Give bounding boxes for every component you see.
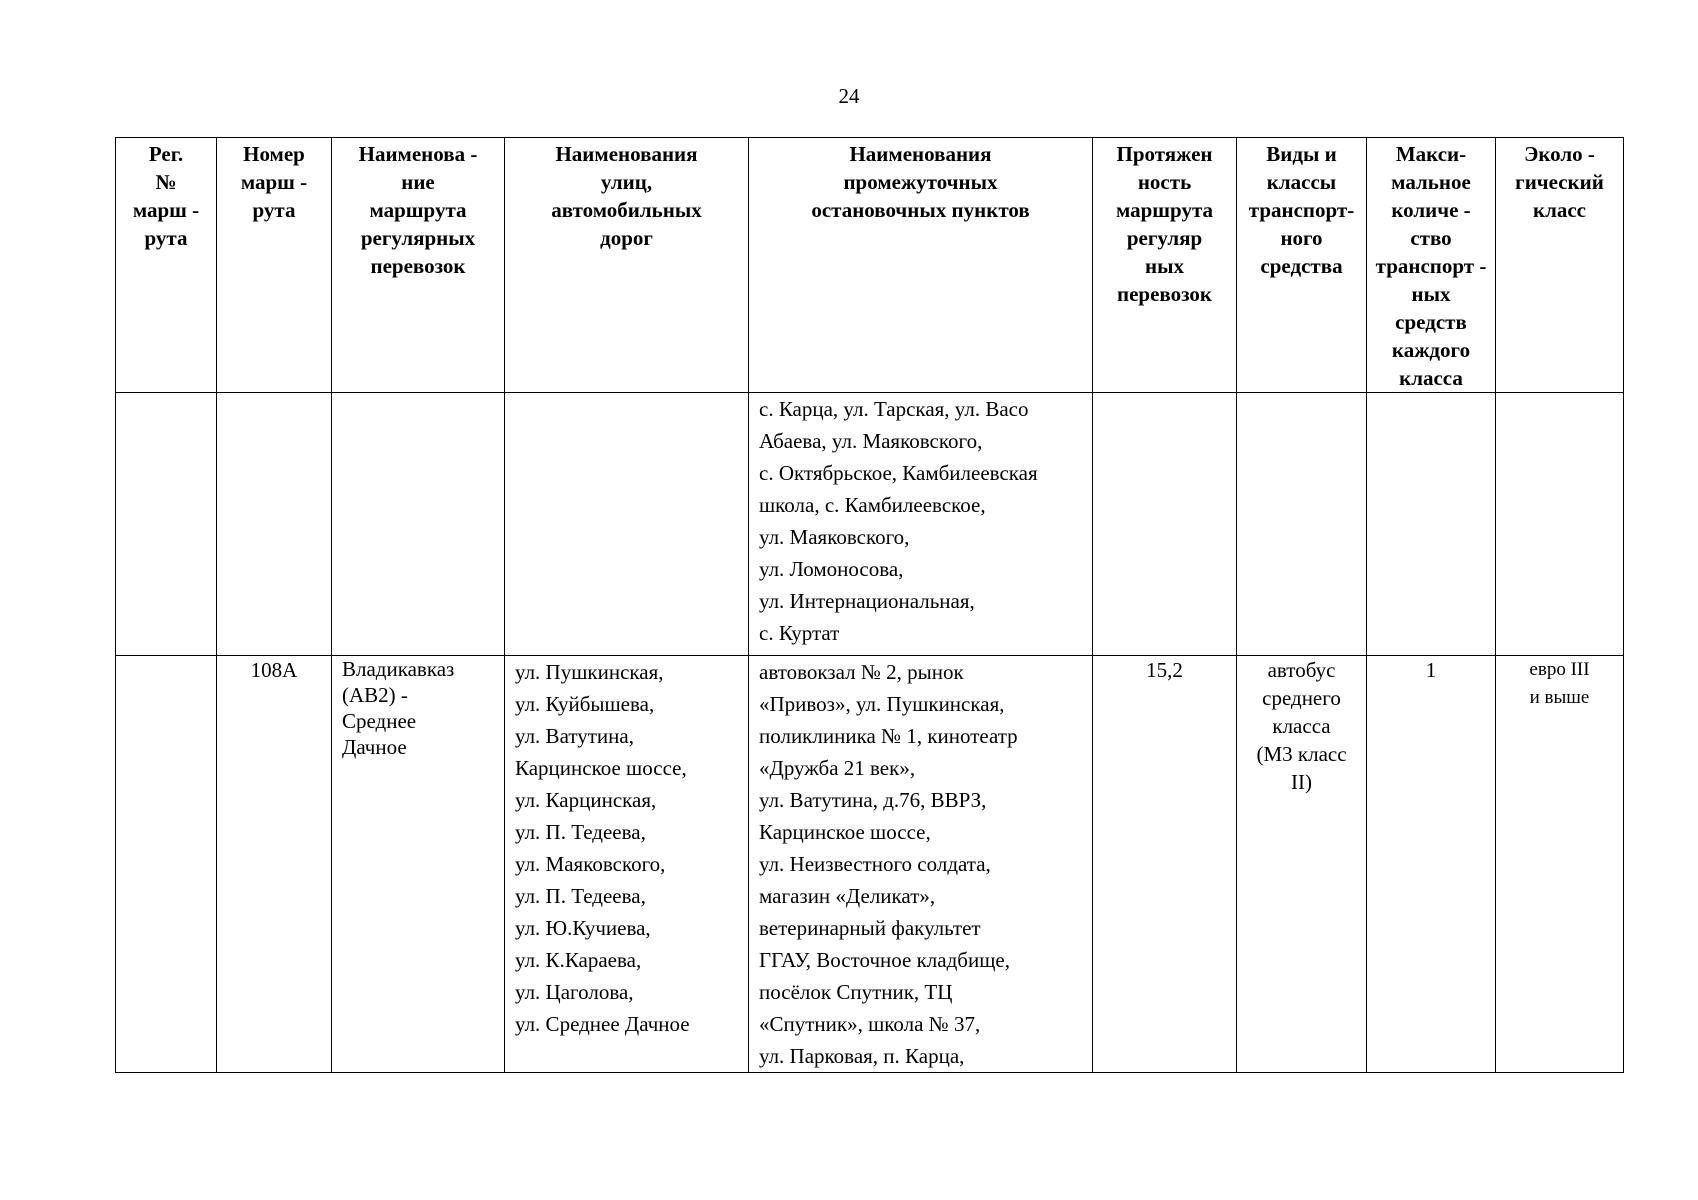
text-line: ул. Ломоносова,	[759, 557, 904, 581]
text-line: автовокзал № 2, рынок	[759, 660, 964, 684]
cell-stops	[749, 393, 1093, 656]
header-route-no	[217, 138, 332, 393]
text-line: (М3 класс	[1256, 742, 1347, 766]
text-line: поликлиника № 1, кинотеатр	[759, 724, 1018, 748]
header-line: промежуточных	[843, 170, 998, 194]
header-line: транспорт-	[1248, 198, 1355, 222]
header-line: марш -	[132, 198, 200, 222]
cell-vehicle-type	[1237, 393, 1367, 656]
header-line: маршрута	[369, 198, 467, 222]
header-stops	[749, 138, 1093, 393]
header-line: ние	[401, 170, 435, 194]
text-line: ул. Цаголова,	[515, 980, 634, 1004]
header-line: Макси-	[1395, 142, 1467, 166]
text-line: с. Карца, ул. Тарская, ул. Васо	[759, 397, 1029, 421]
text-line: ветеринарный факультет	[759, 916, 981, 940]
text-line: с. Октябрьское, Камбилеевская	[759, 461, 1038, 485]
cell-route-no	[217, 656, 332, 1073]
header-line: Наименования	[849, 142, 992, 166]
header-reg-no	[116, 138, 217, 393]
header-eco-class	[1496, 138, 1624, 393]
header-line: дорог	[600, 226, 653, 250]
header-line: регулярных	[360, 226, 476, 250]
text-line: и выше	[1529, 687, 1590, 708]
max-vehicle-count: 1	[1425, 658, 1437, 682]
cell-stops	[749, 656, 1093, 1073]
text-line: Абаева, ул. Маяковского,	[759, 429, 983, 453]
text-line: (АВ2) -	[342, 683, 408, 707]
header-line: Номер	[243, 142, 305, 166]
text-line: ул. К.Караева,	[515, 948, 642, 972]
text-line: Карцинское шоссе,	[515, 756, 687, 780]
text-line: Среднее	[342, 709, 417, 733]
header-line: улиц,	[600, 170, 653, 194]
header-length	[1093, 138, 1237, 393]
text-line: ул. Маяковского,	[759, 525, 910, 549]
table-row-continuation	[116, 393, 1624, 656]
cell-eco-class	[1496, 656, 1624, 1073]
cell-reg-no	[116, 656, 217, 1073]
text-line: «Спутник», школа № 37,	[759, 1012, 981, 1036]
text-line: ул. Пушкинская,	[515, 660, 664, 684]
text-line: Карцинское шоссе,	[759, 820, 931, 844]
text-line: ул. Ватутина,	[515, 724, 634, 748]
header-streets	[505, 138, 749, 393]
header-line: Наименова -	[358, 142, 478, 166]
text-line: «Привоз», ул. Пушкинская,	[759, 692, 1005, 716]
header-line: класса	[1399, 366, 1463, 390]
text-line: ул. Неизвестного солдата,	[759, 852, 991, 876]
text-line: посёлок Спутник, ТЦ	[759, 980, 953, 1004]
header-line: Протяжен	[1116, 142, 1213, 166]
header-line: гический	[1515, 170, 1604, 194]
header-line: ных	[1145, 254, 1184, 278]
header-vehicle-type	[1237, 138, 1367, 393]
text-line: ГГАУ, Восточное кладбище,	[759, 948, 1010, 972]
header-row	[116, 138, 1624, 393]
header-line: Рег.	[148, 142, 184, 166]
text-line: магазин «Деликат»,	[759, 884, 936, 908]
cell-route-name	[332, 656, 505, 1073]
cell-streets	[505, 393, 749, 656]
header-line: Эколо -	[1524, 142, 1595, 166]
header-line: остановочных пунктов	[811, 198, 1030, 222]
text-line: Владикавказ	[342, 657, 455, 681]
route-number: 108А	[250, 658, 298, 682]
stops-list	[749, 393, 1092, 649]
header-line: ных	[1411, 282, 1451, 306]
header-line: ство	[1410, 226, 1452, 250]
header-line: каждого	[1391, 338, 1471, 362]
text-line: ул. Карцинская,	[515, 788, 657, 812]
header-line: перевозок	[370, 254, 466, 278]
header-line: перевозок	[1116, 282, 1213, 306]
header-line: количе -	[1391, 198, 1471, 222]
text-line: ул. Парковая, п. Карца,	[759, 1044, 965, 1068]
cell-eco-class	[1496, 393, 1624, 656]
route-name	[332, 656, 504, 760]
text-line: ул. Куйбышева,	[515, 692, 655, 716]
text-line: автобус	[1267, 658, 1336, 682]
routes-table	[115, 137, 1624, 1073]
header-max-count	[1367, 138, 1496, 393]
text-line: II)	[1291, 770, 1312, 794]
table-row-route-108a	[116, 656, 1624, 1073]
header-line: маршрута	[1115, 198, 1214, 222]
header-line: Виды и	[1266, 142, 1337, 166]
text-line: ул. Ватутина, д.76, ВВРЗ,	[759, 788, 987, 812]
cell-route-name	[332, 393, 505, 656]
header-line: классы	[1266, 170, 1337, 194]
header-line: средства	[1260, 254, 1343, 278]
header-line: рута	[252, 198, 296, 222]
route-length: 15,2	[1146, 658, 1183, 682]
cell-max-count	[1367, 656, 1496, 1073]
page-number: 24	[838, 84, 860, 108]
cell-max-count	[1367, 393, 1496, 656]
cell-reg-no	[116, 393, 217, 656]
header-line: средств	[1395, 310, 1467, 334]
cell-length	[1093, 393, 1237, 656]
header-line: ность	[1137, 170, 1192, 194]
text-line: ул. Интернациональная,	[759, 589, 975, 613]
header-route-name	[332, 138, 505, 393]
header-line: Наименования	[555, 142, 698, 166]
header-line: марш -	[240, 170, 308, 194]
cell-length	[1093, 656, 1237, 1073]
text-line: Дачное	[342, 735, 407, 759]
header-line: транспорт -	[1375, 254, 1487, 278]
header-line: класс	[1532, 198, 1587, 222]
header-line: мальное	[1391, 170, 1471, 194]
vehicle-type	[1237, 656, 1366, 796]
text-line: среднего	[1262, 686, 1341, 710]
header-line: №	[155, 170, 177, 194]
text-line: ул. П. Тедеева,	[515, 884, 646, 908]
header-line: регуляр	[1126, 226, 1203, 250]
header-line: автомобильных	[551, 198, 702, 222]
header-line: ного	[1280, 226, 1323, 250]
text-line: евро III	[1529, 659, 1590, 680]
text-line: ул. Среднее Дачное	[515, 1012, 690, 1036]
text-line: с. Куртат	[759, 621, 840, 645]
streets-list	[505, 656, 748, 1040]
text-line: ул. П. Тедеева,	[515, 820, 646, 844]
cell-route-no	[217, 393, 332, 656]
header-line: рута	[144, 226, 188, 250]
text-line: ул. Маяковского,	[515, 852, 666, 876]
eco-class	[1496, 656, 1623, 712]
text-line: класса	[1272, 714, 1331, 738]
cell-streets	[505, 656, 749, 1073]
text-line: «Дружба 21 век»,	[759, 756, 916, 780]
text-line: школа, с. Камбилеевское,	[759, 493, 986, 517]
cell-vehicle-type	[1237, 656, 1367, 1073]
text-line: ул. Ю.Кучиева,	[515, 916, 651, 940]
stops-list	[749, 656, 1092, 1072]
